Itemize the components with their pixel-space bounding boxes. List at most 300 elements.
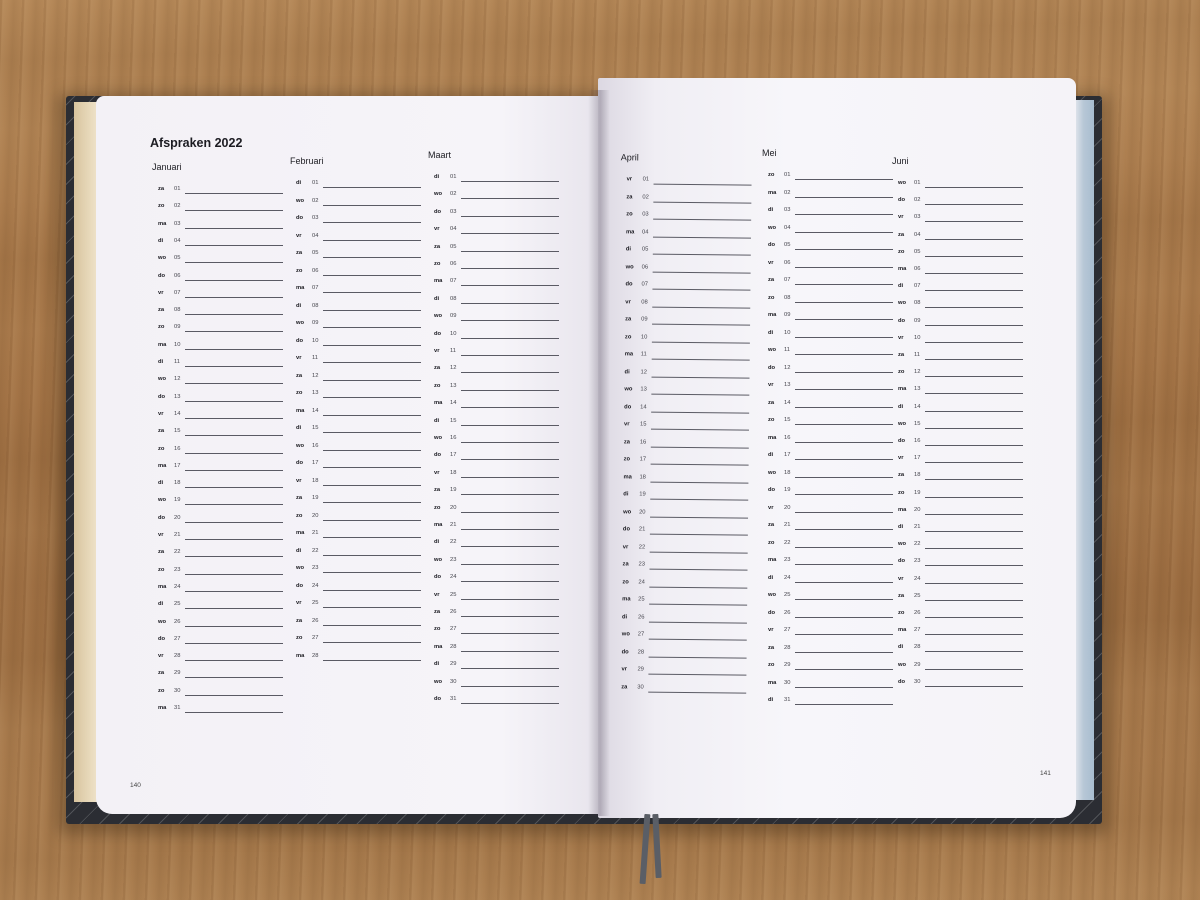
writing-line [795,634,893,635]
day-number: 12 [312,372,319,379]
writing-line [185,418,283,419]
day-row [428,278,563,290]
day-row [152,359,287,371]
day-row [892,404,1027,416]
weekday-label: do [622,526,631,533]
writing-line [185,643,283,644]
day-row [428,296,563,308]
day-number: 10 [450,330,457,337]
month-name: Januari [152,162,182,172]
writing-line [461,494,559,495]
month-name: April [620,152,639,163]
day-row [762,242,897,254]
writing-line [461,633,559,634]
day-number: 17 [639,456,647,463]
writing-line [461,285,559,286]
day-row [152,619,287,631]
day-number: 08 [784,294,791,301]
writing-line [925,256,1023,257]
day-number: 07 [312,285,319,291]
writing-line [461,320,559,321]
weekday-label: zo [158,324,165,331]
day-number: 16 [914,438,921,444]
weekday-label: zo [898,248,905,255]
day-row [290,390,425,402]
weekday-label: do [768,364,776,371]
day-row [152,636,287,648]
day-number: 01 [174,186,181,192]
weekday-label: wo [296,197,305,204]
writing-line [323,380,421,381]
weekday-label: di [768,697,774,703]
day-number: 27 [637,631,645,638]
day-row [892,214,1027,226]
writing-line [461,198,559,199]
day-number: 24 [174,583,181,590]
day-row [762,627,897,639]
day-row [619,299,754,312]
day-number: 10 [174,341,181,348]
day-number: 09 [312,320,319,326]
day-row [617,474,752,487]
writing-line [461,564,559,565]
day-number: 15 [784,417,791,423]
weekday-label: wo [621,631,630,638]
day-row [428,505,563,517]
day-number: 18 [174,480,181,487]
day-number: 01 [642,176,650,183]
weekday-label: di [296,425,302,431]
weekday-label: vr [434,469,440,476]
writing-line [323,520,421,521]
writing-line [185,331,283,332]
day-row [616,596,751,609]
writing-line [795,459,893,460]
weekday-label: ma [898,266,907,272]
day-row [290,635,425,647]
writing-line [461,390,559,391]
day-row [428,174,563,186]
day-number: 01 [450,174,457,180]
day-number: 05 [784,242,791,248]
writing-line [461,372,559,373]
writing-line [461,668,559,669]
writing-line [461,216,559,217]
writing-line [461,546,559,547]
weekday-label: ma [898,506,907,513]
weekday-label: ma [296,652,305,659]
weekday-label: zo [898,610,905,616]
weekday-label: do [296,337,304,344]
weekday-label: za [622,561,629,568]
writing-line [925,651,1023,652]
weekday-label: za [296,250,303,256]
writing-line [649,656,747,658]
writing-line [925,359,1023,360]
writing-line [795,389,893,390]
weekday-label: di [898,644,904,651]
weekday-label: za [898,352,905,358]
day-row [762,452,897,464]
weekday-label: zo [158,203,165,210]
day-number: 08 [914,300,921,307]
writing-line [925,600,1023,601]
weekday-label: zo [624,333,632,340]
day-row [762,575,897,587]
weekday-label: za [158,549,165,556]
weekday-label: wo [296,565,305,571]
day-row [152,307,287,319]
day-row [290,408,425,420]
weekday-label: di [621,613,628,620]
day-number: 27 [450,626,457,633]
day-row [892,593,1027,605]
writing-line [795,284,893,285]
day-number: 01 [914,180,921,186]
day-row [892,644,1027,656]
day-row [620,246,755,259]
weekday-label: ma [158,583,167,590]
day-row [618,369,753,382]
day-row [762,645,897,657]
day-row [290,530,425,542]
day-number: 04 [174,237,181,244]
day-row [617,544,752,557]
weekday-label: wo [158,618,167,625]
day-row [762,435,897,447]
weekday-label: ma [898,627,907,634]
day-number: 15 [450,417,457,424]
day-number: 31 [784,697,791,703]
weekday-label: ma [622,596,631,603]
day-row [892,421,1027,433]
day-row [618,386,753,399]
weekday-label: do [434,574,442,581]
day-number: 09 [174,324,181,331]
writing-line [795,494,893,495]
day-number: 28 [637,648,645,656]
day-number: 26 [450,609,457,615]
day-number: 02 [450,191,457,198]
day-row [428,435,563,447]
writing-line [650,499,748,501]
writing-line [185,314,283,315]
writing-line [323,590,421,591]
day-number: 09 [450,313,457,320]
day-row [152,688,287,700]
day-row [762,680,897,692]
day-row [290,618,425,630]
writing-line [795,424,893,425]
day-row [619,316,754,329]
day-row [616,649,751,662]
day-row [428,696,563,708]
weekday-label: wo [296,442,305,449]
day-row [152,670,287,682]
day-number: 28 [784,644,791,651]
writing-line [323,240,421,241]
writing-line [323,660,421,661]
weekday-label: ma [158,705,167,711]
writing-line [925,669,1023,670]
weekday-label: zo [898,489,905,496]
day-number: 19 [450,487,457,494]
month-column [428,150,568,711]
writing-line [925,428,1023,429]
weekday-label: vr [625,298,631,305]
day-row [762,505,897,517]
day-row [892,576,1027,588]
day-row [892,300,1027,312]
day-row [762,330,897,342]
writing-line [795,704,893,705]
weekday-label: di [768,452,774,458]
weekday-label: wo [158,376,167,383]
day-row [619,281,754,294]
day-row [892,627,1027,639]
day-row [762,400,897,412]
day-row [428,313,563,325]
weekday-label: do [296,460,304,466]
day-number: 21 [174,532,181,538]
day-row [152,497,287,509]
day-number: 01 [784,172,791,178]
day-number: 03 [914,214,921,221]
weekday-label: ma [626,228,635,235]
day-number: 22 [784,539,791,546]
writing-line [925,239,1023,240]
weekday-label: wo [434,435,443,441]
writing-line [323,310,421,311]
day-number: 14 [640,403,647,411]
writing-line [185,574,283,575]
weekday-label: vr [768,627,774,633]
day-number: 29 [914,661,921,668]
day-row [428,539,563,551]
day-number: 04 [784,224,791,231]
day-row [152,411,287,423]
day-row [152,705,287,717]
day-row [152,394,287,406]
weekday-label: za [296,372,303,379]
weekday-label: di [768,329,774,336]
writing-line [925,686,1023,687]
weekday-label: vr [621,666,627,673]
writing-line [185,608,283,609]
day-row [152,653,287,665]
weekday-label: di [434,174,440,180]
day-number: 22 [450,539,457,546]
day-number: 12 [784,364,791,371]
writing-line [925,342,1023,343]
writing-line [461,616,559,617]
weekday-label: vr [158,532,164,538]
day-row [617,509,752,522]
day-row [152,428,287,440]
weekday-label: do [434,452,442,459]
writing-line [461,425,559,426]
day-number: 05 [914,248,921,255]
day-row [892,455,1027,467]
writing-line [461,703,559,704]
day-row [619,334,754,347]
day-row [892,662,1027,674]
writing-line [795,442,893,443]
weekday-label: vr [626,176,633,183]
writing-line [795,179,893,180]
day-row [428,626,563,638]
day-row [618,439,753,452]
weekday-label: di [158,359,164,365]
weekday-label: vr [158,289,164,296]
weekday-label: do [898,438,906,444]
day-row [428,592,563,604]
writing-line [925,583,1023,584]
weekday-label: wo [898,541,907,548]
day-row [428,365,563,377]
weekday-label: zo [768,539,775,546]
day-number: 23 [174,566,181,573]
day-number: 15 [639,421,647,428]
day-row [290,600,425,612]
day-number: 30 [450,678,457,685]
day-number: 05 [312,250,319,256]
day-row [892,266,1027,278]
day-number: 04 [450,226,457,233]
day-number: 23 [914,558,921,565]
day-row [290,215,425,227]
day-row [892,197,1027,209]
day-row [152,255,287,267]
writing-line [648,691,746,693]
writing-line [925,290,1023,291]
day-number: 23 [784,557,791,563]
day-row [428,661,563,673]
day-number: 06 [312,267,319,274]
day-row [762,260,897,272]
weekday-label: di [624,368,630,375]
day-row [152,238,287,250]
writing-line [185,210,283,211]
day-row [620,211,755,224]
weekday-label: za [768,522,775,528]
day-row [290,495,425,507]
day-number: 07 [914,283,921,290]
day-row [290,583,425,595]
day-row [762,225,897,237]
writing-line [925,565,1023,566]
weekday-label: vr [768,504,774,511]
day-number: 31 [450,696,457,702]
day-number: 26 [784,609,791,616]
day-number: 04 [642,229,649,236]
writing-line [323,345,421,346]
day-row [152,515,287,527]
writing-line [925,634,1023,635]
day-row [762,277,897,289]
writing-line [323,625,421,626]
writing-line [185,522,283,523]
day-number: 20 [639,508,646,516]
writing-line [185,470,283,471]
day-number: 03 [642,211,649,218]
day-number: 23 [450,556,457,563]
weekday-label: vr [158,653,164,660]
weekday-label: ma [434,400,443,407]
writing-line [795,652,893,653]
writing-line [925,187,1023,188]
writing-line [795,214,893,215]
day-number: 17 [312,460,319,466]
weekday-label: vr [898,214,904,221]
weekday-label: vr [296,477,302,484]
weekday-label: za [296,495,303,501]
day-number: 18 [450,469,457,476]
weekday-label: ma [296,407,305,414]
day-number: 22 [312,547,319,554]
day-row [615,684,750,697]
writing-line [323,432,421,433]
day-row [290,460,425,472]
day-row [290,233,425,245]
writing-line [461,181,559,182]
day-row [428,331,563,343]
day-number: 03 [312,215,319,221]
day-row [619,351,754,364]
writing-line [795,372,893,373]
day-row [428,644,563,656]
weekday-label: wo [623,508,632,515]
day-number: 27 [312,635,319,641]
writing-line [185,677,283,678]
day-row [428,679,563,691]
day-number: 26 [312,617,319,624]
writing-line [795,477,893,478]
day-number: 19 [312,495,319,501]
writing-line [461,581,559,582]
day-row [892,232,1027,244]
writing-line [461,251,559,252]
weekday-label: ma [434,278,443,285]
writing-line [185,453,283,454]
day-number: 12 [450,365,457,372]
weekday-label: di [898,403,904,410]
writing-line [795,354,893,355]
day-row [615,666,750,679]
writing-line [323,502,421,503]
writing-line [795,302,893,303]
day-number: 05 [450,243,457,250]
day-row [428,244,563,256]
weekday-label: zo [434,382,441,389]
writing-line [323,187,421,188]
weekday-label: za [768,277,775,283]
weekday-label: vr [158,410,164,417]
day-number: 19 [174,497,181,504]
writing-line [795,232,893,233]
day-number: 17 [784,452,791,458]
weekday-label: di [434,661,440,668]
day-number: 02 [174,203,181,210]
day-row [620,229,755,242]
day-row [892,249,1027,261]
weekday-label: wo [434,191,443,198]
day-row [617,491,752,504]
day-row [892,386,1027,398]
writing-line [185,401,283,402]
day-number: 22 [174,549,181,556]
book-gutter [588,90,610,816]
